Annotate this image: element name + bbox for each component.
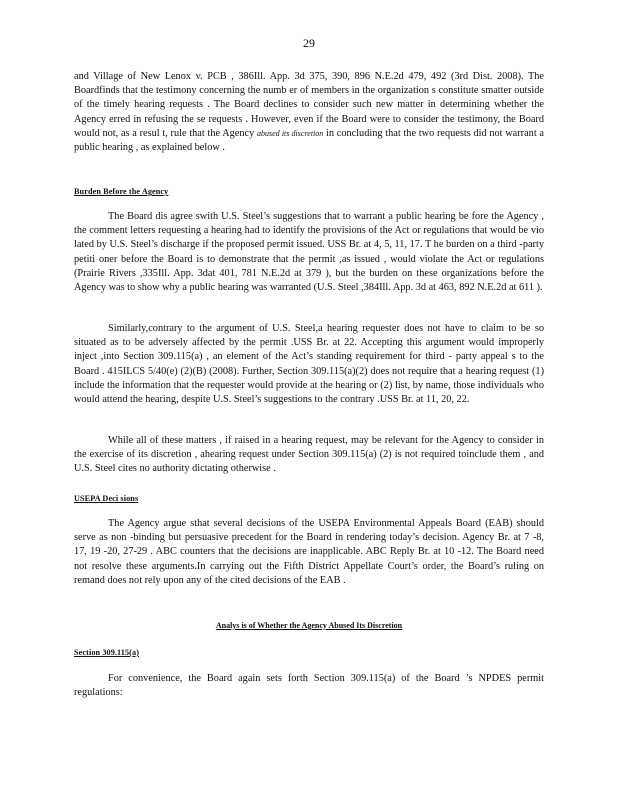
emphasized-phrase: abused its discretion [257,128,324,138]
section-heading-usepa: USEPA Deci sions [74,494,139,503]
section-heading-burden: Burden Before the Agency [74,187,169,196]
paragraph-5-text: The Agency argue sthat several decisions of the USEPA Environmental Appeals Board (EAB) should serve as non -binding but persuasive precedent for the Board in rendering today’s decision. Agency Br. at 7 -8, 17, 19 -20, 27-29 . ABC counters that the decisions are inapplicable. ABC Reply Br. at 10 -12. The Board need not resolve these arguments.In carrying out the Fifth District Appellate Court’s order, the Board’s ruling on remand does not rely upon any of the cited decisions of the EAB . [74,518,544,586]
paragraph-1 [74,70,544,155]
paragraph-2-text: The Board dis agree swith U.S. Steel’s suggestions that to warrant a public hearing be fore the Agency , the comment letters requesting a hearing had to identify the provisions of the Act or regulations that would be vio lated by U.S. Steel’s discharge if the proposed permit issued. USS Br. at 4, 5, 11, 17. T he burden on a third -party petiti oner before the Board is to demonstrate that the permit ,as issued , would violate the Act or regulations (Prairie Rivers ,335Ill. App. 3dat 401, 781 N.E.2d at 379 ), but the burden on these organizations before the Agency was to show why a public hearing was warranted (U.S. Steel ,384Ill. App. 3d at 463, 892 N.E.2d at 611 ). [74,211,544,294]
paragraph-1-text-a: and Village of New Lenox v. PCB , 386Ill. App. 3d 375, 390, 896 N.E.2d 479, 492 (3rd Dist. 2008). The Boardfinds that the testimony concerning the numb er of members in the organization s constitute smatter outside of the timely hearing requests . The Board declines to consider such new matter in determining whether the Agency erred in refusing the se requests . However, even if the Board were to consider the testimony, the Board would not, as a resul t, rule that the Agency [74,71,544,139]
page-number: 29 [303,36,315,50]
paragraph-6-text: For convenience, the Board again sets forth Section 309.115(a) of the Board ’s NPDES permit regulations: [74,673,544,699]
paragraph-3-text: Similarly,contrary to the argument of U.S. Steel,a hearing requester does not have to claim to be so situated as to be adversely affected by the permit .USS Br. at 22. Accepting this argument would improperly inject ,into Section 309.115(a) , an element of the Act’s standing requirement for third - party appeal s to the Board . 415ILCS 5/40(e) (2)(B) (2008). Further, Section 309.115(a)(2) does not require that a hearing request (1) include the information that the requester would provide at the hearing or (2) list, by name, those individuals who would attend the hearing, despite U.S. Steel’s suggestions to the contrary .USS Br. at 11, 20, 22. [74,323,544,406]
paragraph-4-text: While all of these matters , if raised in a hearing request, may be relevant for the Agency to consider in the exercise of its discretion , ahearing request under Section 309.115(a) (2) is not required toinclude them , and U.S. Steel cites no authority dictating otherwise . [74,435,544,475]
section-heading-analysis: Analys is of Whether the Agency Abused Its Discretion [215,621,403,630]
paragraph-2 [74,210,544,295]
paragraph-3 [74,322,544,407]
section-heading-309-115a: Section 309.115(a) [74,648,140,657]
paragraph-4 [74,434,544,477]
paragraph-1-text-b: in concluding that the two requests did not warrant a public hearing , as explained below . [74,127,545,154]
paragraph-6 [74,672,544,700]
paragraph-5 [74,517,544,588]
